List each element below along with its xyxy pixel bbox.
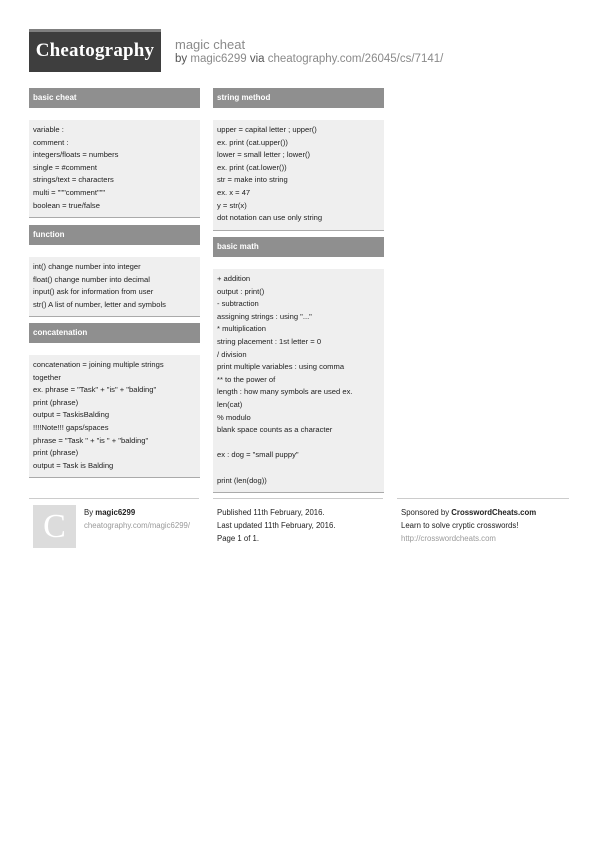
section-basic-cheat	[29, 88, 200, 218]
section-string-method	[213, 88, 384, 231]
section-row: ex. print (cat.upper())	[217, 137, 288, 147]
section-row: % modulo	[217, 412, 251, 422]
section-header: function	[29, 225, 200, 245]
sheet-url-link[interactable]: cheatography.com/26045/cs/7141/	[267, 53, 444, 65]
by-prefix: by	[175, 53, 188, 65]
section-row: blank space counts as a character	[217, 425, 333, 435]
section-header: string method	[213, 88, 384, 108]
section-row: integers/floats = numbers	[33, 150, 119, 160]
sponsor-link[interactable]: CrosswordCheats.com	[451, 508, 537, 517]
section-row: float() change number into decimal	[33, 274, 150, 284]
section-row: boolean = true/false	[33, 200, 100, 210]
byline	[175, 53, 443, 65]
section-row: + addition	[217, 274, 251, 283]
footer-divider	[397, 498, 569, 499]
section-row: phrase = "Task " + "is " + "balding"	[33, 435, 149, 445]
sponsor-line	[401, 508, 536, 517]
section-row: upper = capital letter ; upper()	[217, 125, 317, 134]
section-header: concatenation	[29, 323, 200, 343]
section-body	[29, 120, 200, 218]
section-row: len(cat)	[217, 399, 243, 409]
section-row: print (phrase)	[33, 448, 79, 458]
section-row: !!!!Note!!! gaps/spaces	[33, 422, 109, 432]
section-row: / division	[217, 349, 247, 359]
cheatography-logo[interactable]: Cheatography	[29, 29, 161, 72]
section-row: ** to the power of	[217, 374, 276, 384]
section-header: basic math	[213, 237, 384, 257]
section-row: print (len(dog))	[217, 475, 267, 485]
footer-author-line	[84, 508, 135, 517]
section-row: comment :	[33, 137, 69, 147]
section-row: length : how many symbols are used ex.	[217, 387, 353, 397]
section-row: - subtraction	[217, 299, 259, 309]
section-row: ex : dog = "small puppy"	[217, 450, 299, 460]
section-row: single = #comment	[33, 162, 97, 172]
section-row: output = Task is Balding	[33, 460, 114, 470]
updated-date: Last updated 11th February, 2016.	[217, 521, 336, 530]
section-row: str = make into string	[217, 175, 288, 185]
section-row: together	[33, 372, 61, 382]
section-row: int() change number into integer	[33, 262, 141, 271]
section-body	[29, 257, 200, 317]
author-link[interactable]: magic6299	[190, 53, 247, 65]
sponsor-tagline: Learn to solve cryptic crosswords!	[401, 521, 519, 530]
section-row: y = str(x)	[217, 200, 247, 210]
section-row: assigning strings : using "..."	[217, 311, 312, 321]
section-row: ex. print (cat.lower())	[217, 162, 287, 172]
sponsor-url[interactable]: http://crosswordcheats.com	[401, 534, 496, 543]
section-row: output = TaskisBalding	[33, 410, 110, 420]
section-row: print (phrase)	[33, 397, 79, 407]
footer-author-link[interactable]: magic6299	[95, 508, 136, 517]
footer-divider	[213, 498, 383, 499]
section-row	[213, 437, 384, 450]
section-row: str() A list of number, letter and symbols	[33, 299, 166, 309]
section-function	[29, 225, 200, 317]
page-number: Page 1 of 1.	[217, 534, 260, 543]
author-avatar[interactable]: C	[33, 505, 76, 548]
via-text: via	[249, 53, 265, 65]
section-row: string placement : 1st letter = 0	[217, 336, 322, 346]
section-body	[213, 120, 384, 231]
section-row: multi = """comment"""	[33, 187, 106, 197]
page-title: magic cheat	[175, 37, 246, 52]
footer-author-url[interactable]: cheatography.com/magic6299/	[84, 521, 191, 530]
section-row: dot notation can use only string	[217, 213, 323, 223]
section-row	[213, 462, 384, 475]
section-body	[213, 269, 384, 493]
published-date: Published 11th February, 2016.	[217, 508, 325, 517]
section-basic-math	[213, 237, 384, 493]
sponsored-prefix: Sponsored by	[401, 508, 450, 517]
section-row: * multiplication	[217, 324, 266, 334]
section-concatenation	[29, 323, 200, 478]
section-row: input() ask for information from user	[33, 287, 154, 297]
section-row: print multiple variables : using comma	[217, 362, 345, 372]
section-row: concatenation = joining multiple strings	[33, 360, 164, 369]
section-row: ex. phrase = "Task" + "is" + "balding"	[33, 385, 157, 395]
section-row: lower = small letter ; lower()	[217, 150, 311, 160]
section-row: output : print()	[217, 286, 265, 296]
footer-divider	[29, 498, 199, 499]
section-header: basic cheat	[29, 88, 200, 108]
section-body	[29, 355, 200, 478]
footer-by-label: By	[84, 508, 94, 517]
section-row: variable :	[33, 125, 64, 134]
section-row: strings/text = characters	[33, 175, 114, 185]
section-row: ex. x = 47	[217, 187, 251, 197]
